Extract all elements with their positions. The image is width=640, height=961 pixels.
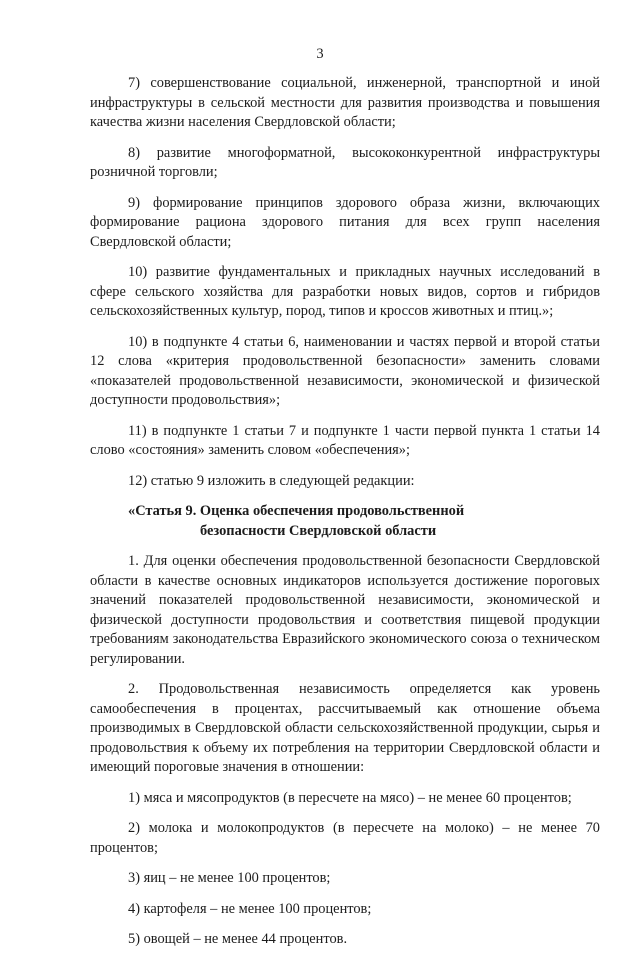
threshold-eggs: 3) яиц – не менее 100 процентов;	[128, 870, 331, 886]
page-number: 3	[316, 46, 324, 62]
threshold-meat: 1) мяса и мясопродуктов (в пересчете на мясо) – не менее 60 процентов;	[128, 789, 572, 806]
article-clause-2: 2. Продовольственная независимость определяется как уровень самообеспечения в процентах, рассчитываемый как отношение объема производимых в Свердловской области сельскохозяйственной продукции, сырья и продовольствия к объему их потребления на территории Свердловской области и имеющий пороговые значения в отношении:	[90, 681, 600, 775]
list-item-9: 9) формирование принципов здорового образа жизни, включающих формирование рациона здорового питания для всех групп населения Свердловской области;	[90, 194, 600, 250]
threshold-vegetables: 5) овощей – не менее 44 процентов.	[128, 931, 348, 947]
article-heading-line1: «Статья 9. Оценка обеспечения продовольственной	[128, 503, 465, 519]
article-heading	[90, 502, 600, 541]
list-item-7: 7) совершенствование социальной, инженерной, транспортной и иной инфраструктуры в сельской местности для развития производства и повышения качества жизни населения Свердловской области;	[90, 75, 600, 130]
list-item-8: 8) развитие многоформатной, высококонкурентной инфраструктуры розничной торговли;	[90, 144, 600, 180]
threshold-potatoes: 4) картофеля – не менее 100 процентов;	[128, 900, 372, 917]
amendment-item-12: 12) статью 9 изложить в следующей редакции:	[128, 472, 415, 489]
amendment-item-11: 11) в подпункте 1 статьи 7 и подпункте 1 части первой пункта 1 статьи 14 слово «состояния» заменить словом «обеспечения»;	[90, 422, 600, 458]
amendment-item-10: 10) в подпункте 4 статьи 6, наименовании и частях первой и второй статьи 12 слова «критерия продовольственной безопасности» заменить словами «показателей продовольственной независимости, экономической и физической доступности продовольствия»;	[90, 333, 600, 408]
list-item-10-development: 10) развитие фундаментальных и прикладных научных исследований в сфере сельского хозяйства для разработки новых видов, сортов и гибридов сельскохозяйственных культур, пород, типов и кроссов животных и птиц.»;	[90, 264, 600, 319]
threshold-milk: 2) молока и молокопродуктов (в пересчете на молоко) – не менее 70 процентов;	[90, 820, 600, 856]
document-body	[90, 74, 600, 961]
article-clause-1: 1. Для оценки обеспечения продовольственной безопасности Свердловской области в качестве основных индикаторов используется достижение пороговых значений показателей продовольственной независимости, экономической и физической доступности продовольствия и соответствия пищевой продукции требованиям законодательства Евразийского экономического союза о техническом регулировании.	[90, 553, 600, 667]
article-heading-line2: безопасности Свердловской области	[200, 522, 437, 539]
